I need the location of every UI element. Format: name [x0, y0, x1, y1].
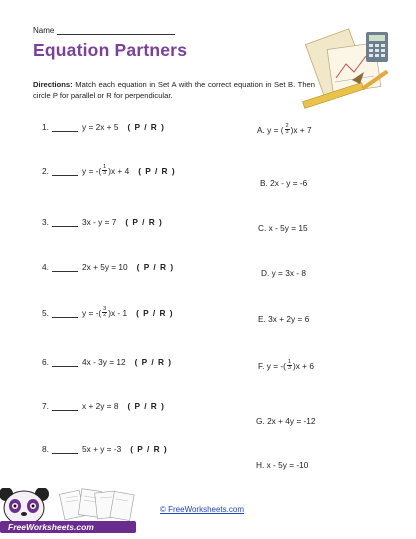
answer-blank[interactable]: [52, 308, 78, 318]
parallel-perpendicular-choice[interactable]: ( P / R ): [136, 307, 174, 318]
panda-mascot-icon: [0, 488, 49, 525]
fraction: [287, 360, 292, 371]
set-b-item: [260, 178, 307, 188]
parallel-perpendicular-choice[interactable]: ( P / R ): [136, 262, 175, 272]
freeworksheets-logo: [0, 488, 140, 539]
problem-number: 2.: [42, 165, 49, 176]
equation: 4x - 3y = 12: [82, 357, 126, 367]
answer-blank[interactable]: [52, 401, 78, 411]
worksheet-stack-icon: [60, 489, 135, 521]
equation: x + 2y = 8: [82, 401, 119, 411]
name-row: [33, 26, 175, 35]
fraction-numerator: 1: [103, 164, 107, 170]
fraction-denominator: 3: [287, 365, 291, 371]
name-input-line[interactable]: [57, 26, 175, 35]
directions-body: Match each equation in Set A with the correct equation in Set B. Then circle P for parallel or R for perpendicular.: [33, 80, 315, 100]
set-a-row: [42, 357, 172, 367]
answer-blank[interactable]: [52, 217, 78, 227]
equation: G. 2x + 4y = -12: [256, 416, 316, 426]
equation: 2x + 5y = 10: [82, 262, 128, 272]
school-supplies-clipart-icon: [300, 20, 400, 110]
set-a-row: [42, 122, 165, 132]
footer-link[interactable]: © FreeWorksheets.com: [160, 505, 244, 514]
page-title: Equation Partners: [33, 40, 188, 60]
set-b-item: [256, 460, 308, 470]
answer-blank[interactable]: [52, 262, 78, 272]
equation-part: F. y = -(: [258, 360, 286, 371]
set-b-item: [258, 360, 314, 371]
parallel-perpendicular-choice[interactable]: ( P / R ): [127, 122, 165, 132]
equation-part: )x + 7: [290, 124, 312, 135]
equation-part: A. y = (: [257, 124, 284, 135]
answer-blank[interactable]: [52, 357, 78, 367]
equation: 3x - y = 7: [82, 217, 117, 227]
problem-number: 8.: [42, 444, 49, 454]
set-b-item: [256, 416, 316, 426]
fraction-denominator: 2: [103, 312, 107, 318]
problem-number: 1.: [42, 122, 49, 132]
set-b-item: [258, 314, 309, 324]
set-a-row: [42, 165, 176, 176]
set-a-row: [42, 262, 174, 272]
fraction: [102, 165, 107, 176]
equation: D. y = 3x - 8: [261, 268, 306, 278]
answer-blank[interactable]: [52, 444, 78, 454]
answer-blank[interactable]: [52, 166, 78, 176]
equation: B. 2x - y = -6: [260, 178, 308, 188]
logo-text: FreeWorksheets.com: [8, 522, 94, 532]
problem-number: 4.: [42, 262, 49, 272]
equation: C. x - 5y = 15: [258, 223, 308, 233]
fraction-denominator: 3: [103, 170, 107, 176]
parallel-perpendicular-choice[interactable]: ( P / R ): [127, 401, 165, 411]
directions-label: Directions:: [33, 80, 73, 89]
set-a-row: [42, 401, 165, 411]
equation: E. 3x + 2y = 6: [258, 314, 310, 324]
equation-part: y = -(: [82, 165, 102, 176]
equation: y = 2x + 5: [82, 122, 119, 132]
fraction-denominator: 3: [285, 129, 289, 135]
set-a-row: [42, 217, 163, 227]
set-a-row: [42, 307, 174, 318]
equation-part: )x - 1: [108, 307, 128, 318]
fraction-numerator: 3: [103, 306, 107, 312]
fraction: [285, 124, 290, 135]
problem-number: 6.: [42, 357, 49, 367]
parallel-perpendicular-choice[interactable]: ( P / R ): [138, 165, 176, 176]
set-b-item: [257, 124, 312, 135]
equation-part: )x + 6: [292, 360, 314, 371]
problem-number: 7.: [42, 401, 49, 411]
fraction-numerator: 2: [285, 123, 289, 129]
answer-blank[interactable]: [52, 122, 78, 132]
equation: H. x - 5y = -10: [256, 460, 309, 470]
set-b-item: [261, 268, 306, 278]
directions-text: [33, 79, 315, 101]
equation-part: y = -(: [82, 307, 102, 318]
equation: 5x + y = -3: [82, 444, 122, 454]
fraction: [102, 307, 107, 318]
problem-number: 5.: [42, 307, 49, 318]
name-label: Name: [33, 26, 55, 35]
parallel-perpendicular-choice[interactable]: ( P / R ): [125, 217, 163, 227]
problem-number: 3.: [42, 217, 49, 227]
equation-part: )x + 4: [108, 165, 130, 176]
fraction-numerator: 1: [287, 359, 291, 365]
parallel-perpendicular-choice[interactable]: ( P / R ): [134, 357, 173, 367]
set-a-row: [42, 444, 168, 454]
parallel-perpendicular-choice[interactable]: ( P / R ): [130, 444, 168, 454]
set-b-item: [258, 223, 308, 233]
